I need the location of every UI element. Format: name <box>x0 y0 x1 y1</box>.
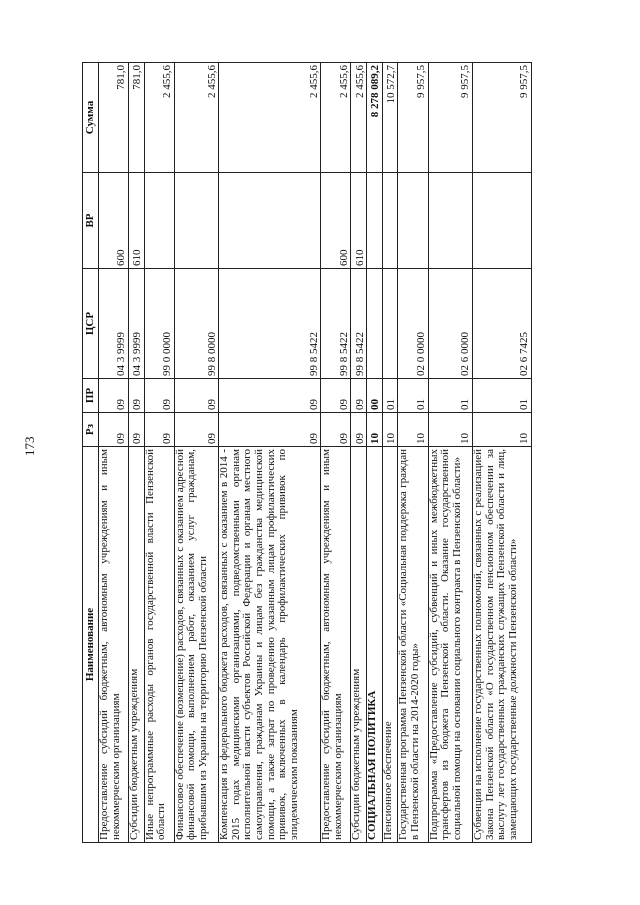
cell-rz: 09 <box>321 413 351 447</box>
cell-vr <box>428 173 472 269</box>
cell-vr: 610 <box>351 173 367 269</box>
cell-csr <box>382 269 398 379</box>
table-row <box>367 63 383 843</box>
cell-vr <box>473 173 532 269</box>
header-pr: ПР <box>83 379 99 413</box>
cell-rz: 09 <box>144 413 174 447</box>
cell-vr <box>144 173 174 269</box>
cell-csr: 99 8 5422 <box>219 269 321 379</box>
cell-sum: 10 572,7 <box>382 63 398 173</box>
table-row <box>174 63 218 843</box>
cell-sum: 781,0 <box>99 63 129 173</box>
cell-csr <box>367 269 383 379</box>
header-name: Наименование <box>83 447 99 843</box>
cell-csr: 04 3 9999 <box>129 269 145 379</box>
cell-rz: 09 <box>219 413 321 447</box>
cell-name: Пенсионное обеспечение <box>382 447 398 843</box>
cell-vr <box>367 173 383 269</box>
cell-name: Государственная программа Пензенской области «Социальная поддержка граждан в Пензенской области на 2014-2020 годы» <box>398 447 428 843</box>
cell-rz: 09 <box>174 413 218 447</box>
cell-sum: 2 455,6 <box>144 63 174 173</box>
cell-sum: 2 455,6 <box>219 63 321 173</box>
cell-vr: 600 <box>321 173 351 269</box>
cell-pr: 09 <box>144 379 174 413</box>
table-row <box>144 63 174 843</box>
cell-name: Субсидии бюджетным учреждениям <box>129 447 145 843</box>
cell-pr: 09 <box>174 379 218 413</box>
rotated-page <box>82 63 532 843</box>
cell-name: Финансовое обеспечение (возмещение) расходов, связанных с оказанием адресной финансовой помощи, выполнением работ, оказанием услуг гражданам, прибывшим из Украины на территорию Пензенской области <box>174 447 218 843</box>
header-csr: ЦСР <box>83 269 99 379</box>
cell-sum: 9 957,5 <box>473 63 532 173</box>
cell-pr: 09 <box>351 379 367 413</box>
table-row <box>382 63 398 843</box>
cell-sum: 2 455,6 <box>174 63 218 173</box>
cell-name: Компенсация из федерального бюджета расходов, связанных с оказанием в 2014 - 2015 годах медицинскими организациями, подведомственными органам исполнительной власти субъектов Российской Федерации и органам местного самоуправления, гражданам Украины и лицам без гражданства медицинской помощи, а также затрат по проведению указанным лицам профилактических прививок, включенных в календарь профилактических прививок по эпидемическим показаниям <box>219 447 321 843</box>
cell-vr <box>382 173 398 269</box>
cell-sum: 9 957,5 <box>398 63 428 173</box>
budget-table-container <box>82 63 532 843</box>
cell-vr: 610 <box>129 173 145 269</box>
cell-name: СОЦИАЛЬНАЯ ПОЛИТИКА <box>367 447 383 843</box>
cell-sum: 9 957,5 <box>428 63 472 173</box>
cell-csr: 02 0 0000 <box>398 269 428 379</box>
page-number: 173 <box>22 436 37 456</box>
table-row <box>428 63 472 843</box>
table-header-row <box>83 63 99 843</box>
cell-sum: 781,0 <box>129 63 145 173</box>
cell-sum: 2 455,6 <box>351 63 367 173</box>
cell-csr: 04 3 9999 <box>99 269 129 379</box>
cell-sum: 2 455,6 <box>321 63 351 173</box>
cell-vr <box>174 173 218 269</box>
table-body <box>99 63 532 843</box>
table-row <box>351 63 367 843</box>
cell-name: Иные непрограммные расходы органов государственной власти Пензенской области <box>144 447 174 843</box>
cell-pr: 01 <box>398 379 428 413</box>
cell-rz: 10 <box>398 413 428 447</box>
cell-rz: 10 <box>473 413 532 447</box>
cell-name: Подпрограмма «Предоставление субсидий, субвенций и иных межбюджетных трансфертов из бюджета Пензенской области. Оказание государственной социальной помощи на основании социального контракта в Пензенской области» <box>428 447 472 843</box>
table-row <box>398 63 428 843</box>
cell-csr: 99 0 0000 <box>144 269 174 379</box>
cell-rz: 10 <box>382 413 398 447</box>
cell-pr: 01 <box>473 379 532 413</box>
budget-table <box>82 62 532 843</box>
table-row <box>129 63 145 843</box>
cell-name: Субвенции на исполнение государственных полномочий, связанных с реализацией Закона Пензенской области «О государственном пенсионном обеспечении за выслугу лет государственных гражданских служащих Пензенской области и лиц, замещающих государственные должности Пензенской области» <box>473 447 532 843</box>
cell-name: Предоставление субсидий бюджетным, автономным учреждениям и иным некоммерческим организациям <box>321 447 351 843</box>
cell-rz: 09 <box>99 413 129 447</box>
table-row <box>219 63 321 843</box>
cell-pr: 00 <box>367 379 383 413</box>
cell-vr <box>219 173 321 269</box>
table-row <box>321 63 351 843</box>
header-rz: Рз <box>83 413 99 447</box>
cell-sum: 8 278 089,2 <box>367 63 383 173</box>
cell-csr: 99 8 0000 <box>174 269 218 379</box>
cell-name: Субсидии бюджетным учреждениям <box>351 447 367 843</box>
cell-pr: 09 <box>321 379 351 413</box>
cell-rz: 10 <box>428 413 472 447</box>
cell-pr: 09 <box>99 379 129 413</box>
cell-pr: 01 <box>428 379 472 413</box>
cell-rz: 09 <box>129 413 145 447</box>
cell-csr: 99 8 5422 <box>351 269 367 379</box>
cell-name: Предоставление субсидий бюджетным, автономным учреждениям и иным некоммерческим организациям <box>99 447 129 843</box>
cell-pr: 09 <box>219 379 321 413</box>
cell-pr: 01 <box>382 379 398 413</box>
table-row <box>99 63 129 843</box>
header-vr: ВР <box>83 173 99 269</box>
cell-rz: 10 <box>367 413 383 447</box>
header-sum: Сумма <box>83 63 99 173</box>
table-row <box>473 63 532 843</box>
cell-rz: 09 <box>351 413 367 447</box>
cell-vr: 600 <box>99 173 129 269</box>
cell-pr: 09 <box>129 379 145 413</box>
cell-csr: 02 6 0000 <box>428 269 472 379</box>
cell-csr: 02 6 7425 <box>473 269 532 379</box>
cell-csr: 99 8 5422 <box>321 269 351 379</box>
cell-vr <box>398 173 428 269</box>
